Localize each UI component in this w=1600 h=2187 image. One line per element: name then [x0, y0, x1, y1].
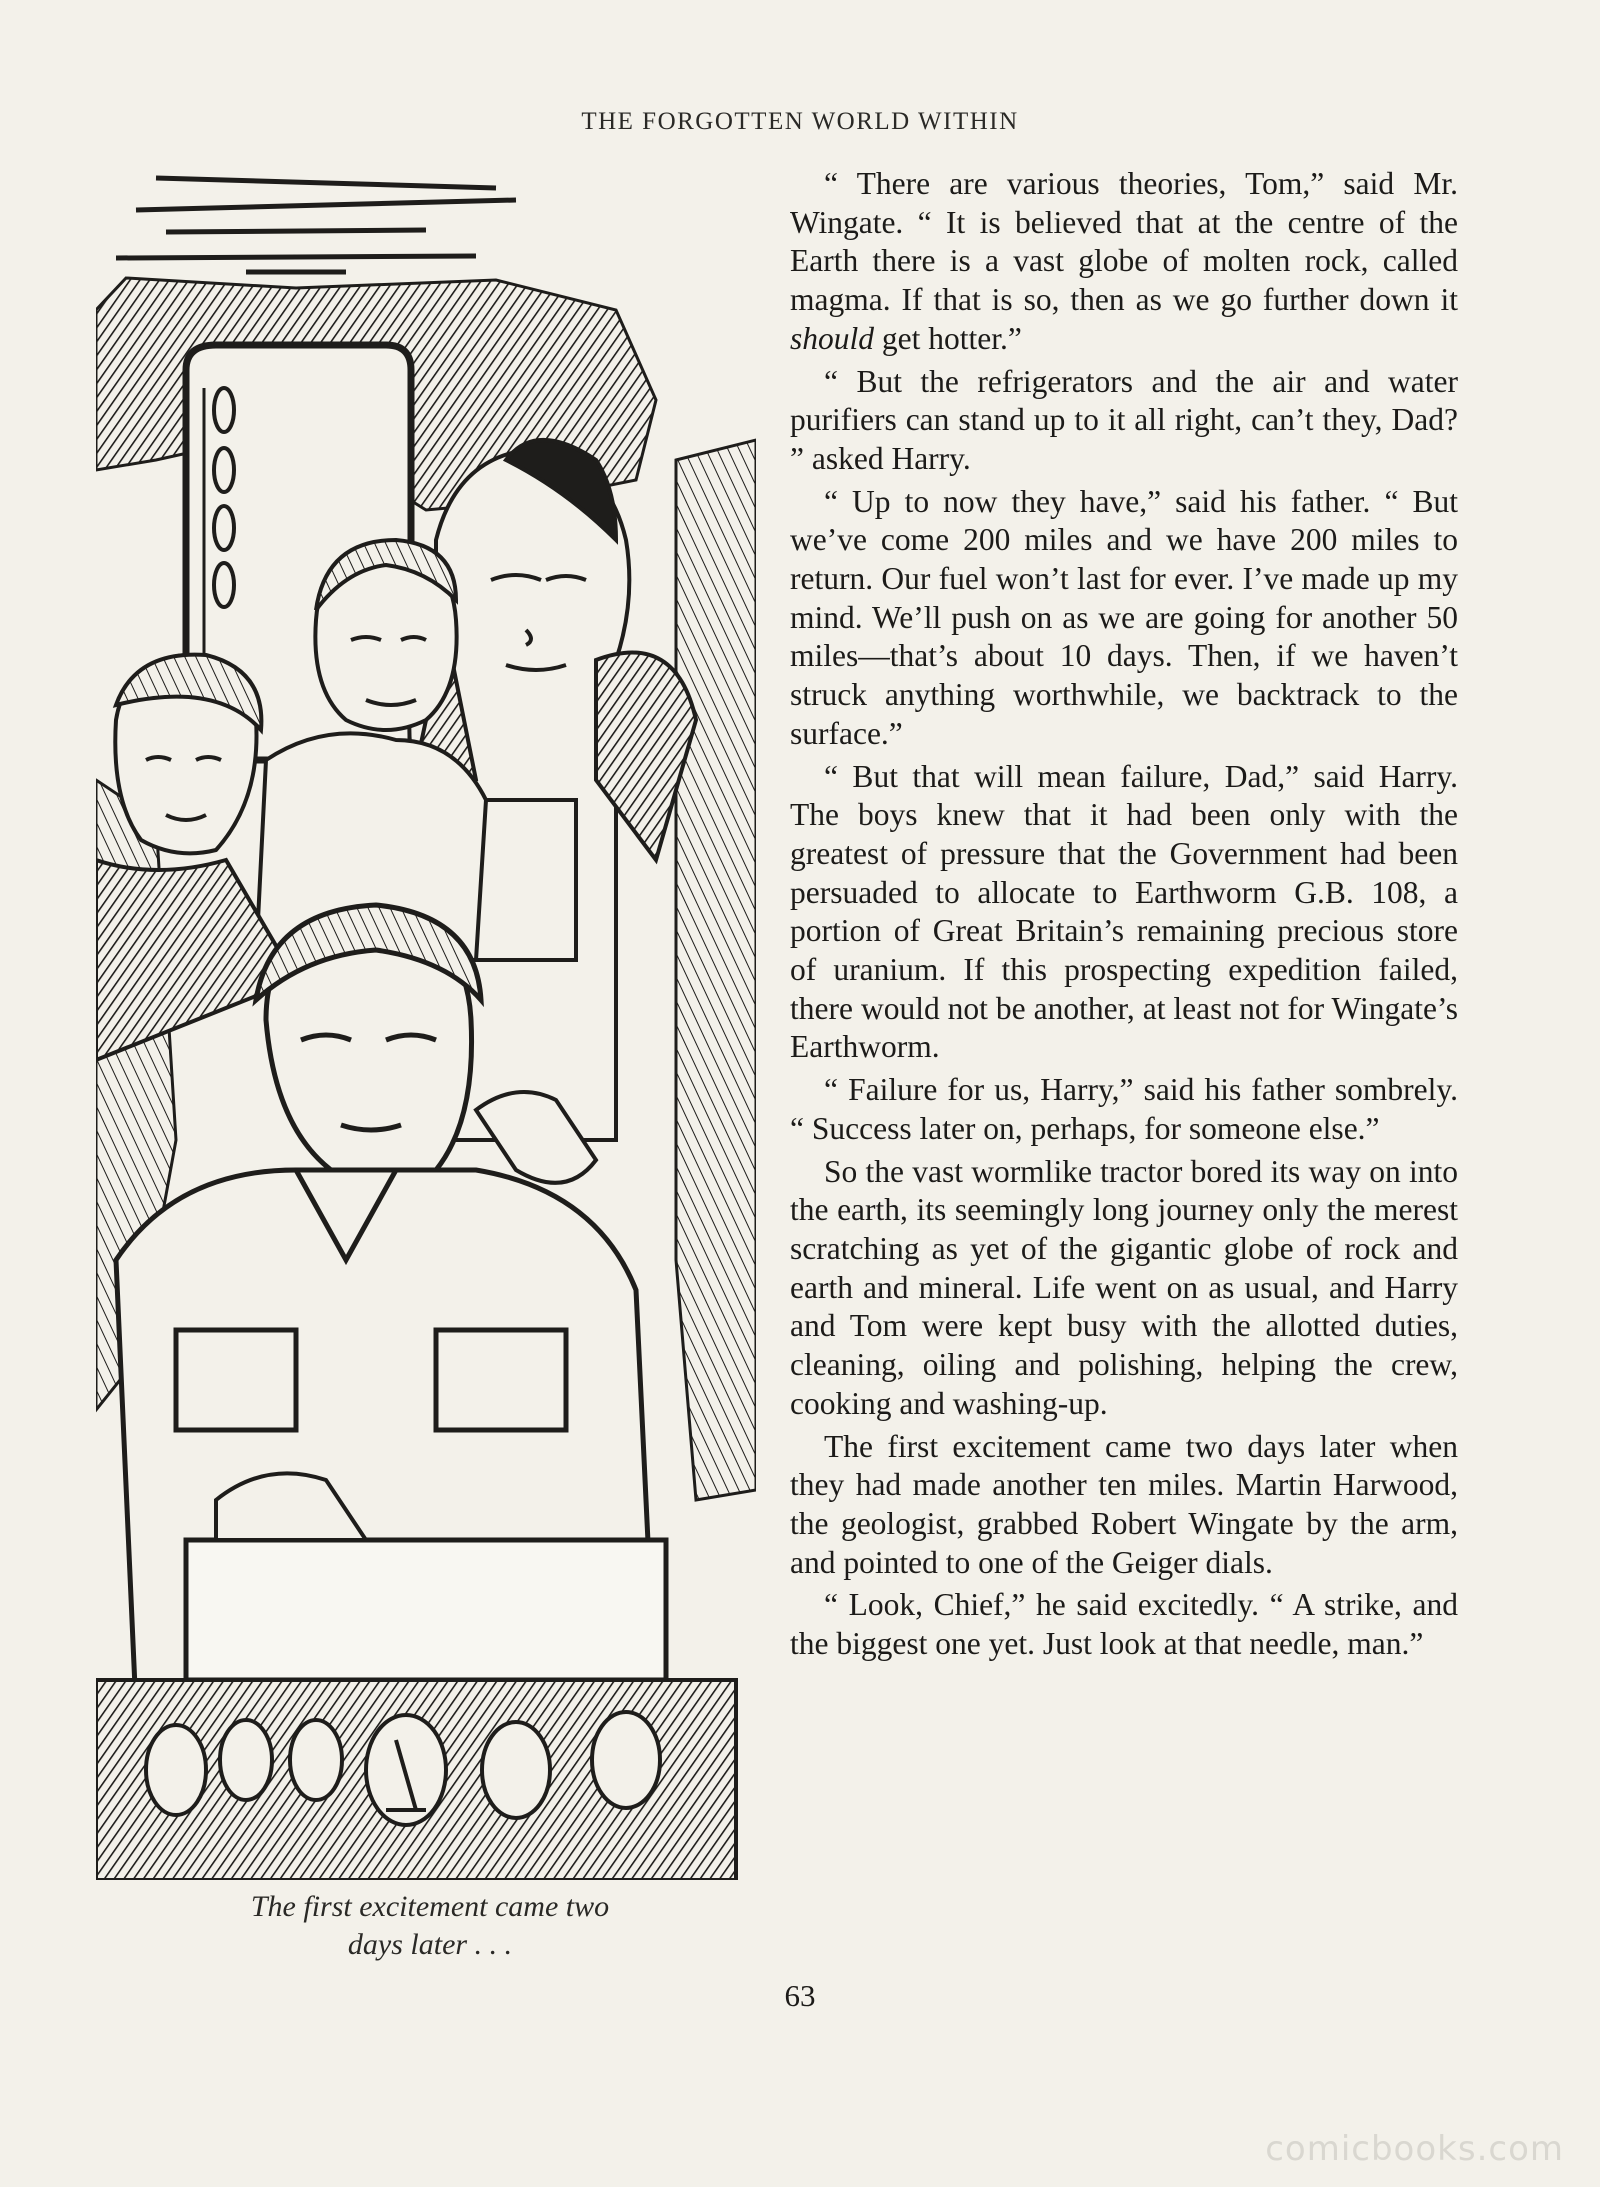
watermark: comicbooks.com [1265, 2129, 1564, 2169]
body-text [790, 165, 1458, 1668]
paragraph-2: “ But the refrigerators and the air and water purifiers can stand up to it all right, can’t they, Dad? ” asked Harry. [790, 363, 1458, 476]
paragraph-4: “ But that will mean failure, Dad,” said Harry. The boys knew that it had been only with the greatest of pressure that the Government had been persuaded to allocate to Earthworm G.B. 108, a portion of Great Britain’s remaining precious store of uranium. If this prospecting expedition failed, there would not be another, at least not for Wingate’s Earthworm. [790, 758, 1458, 1065]
paragraph-7: The first excitement came two days later when they had made another ten miles. Martin Harwood, the geologist, grabbed Robert Wingate by the arm, and pointed to one of the Geiger dials. [790, 1428, 1458, 1580]
running-head: THE FORGOTTEN WORLD WITHIN [581, 108, 1019, 135]
right-wall [676, 440, 756, 1500]
paragraph-5: “ Failure for us, Harry,” said his father sombrely. “ Success later on, perhaps, for someone else.” [790, 1072, 1458, 1146]
caption-line-2: days later . . . [347, 1928, 513, 1961]
illustration-caption [160, 1888, 700, 1964]
control-panel [186, 1540, 666, 1680]
ceiling-pipes [116, 178, 516, 272]
paragraph-1: “ There are various theories, Tom,” said Mr. Wingate. “ It is believed that at the centre of the Earth there is a vast globe of molten rock, called magma. If that is so, then as we go further down it should get hotter.” [790, 166, 1458, 356]
illustration [96, 160, 756, 1880]
paragraph-6: So the vast wormlike tractor bored its way on into the earth, its seemingly long journey only the merest scratching as yet of the gigantic globe of rock and earth and mineral. Life went on as usual, and Harry and Tom were kept busy with the allotted duties, cleaning, oiling and polishing, helping the crew, cooking and washing-up. [790, 1153, 1458, 1421]
machinery-dials [96, 1680, 736, 1880]
caption-line-1: The first excitement came two [250, 1890, 610, 1923]
page-number: 63 [784, 1978, 816, 2013]
paragraph-8: “ Look, Chief,” he said excitedly. “ A strike, and the biggest one yet. Just look at that needle, man.” [790, 1587, 1458, 1662]
paragraph-3: “ Up to now they have,” said his father. “ But we’ve come 200 miles and we have 200 miles to return. Our fuel won’t last for ever. I’ve made up my mind. We’ll push on as we are going for another 50 miles—that’s about 10 days. Then, if we haven’t struck anything worthwhile, we backtrack to the surface.” [790, 483, 1458, 751]
